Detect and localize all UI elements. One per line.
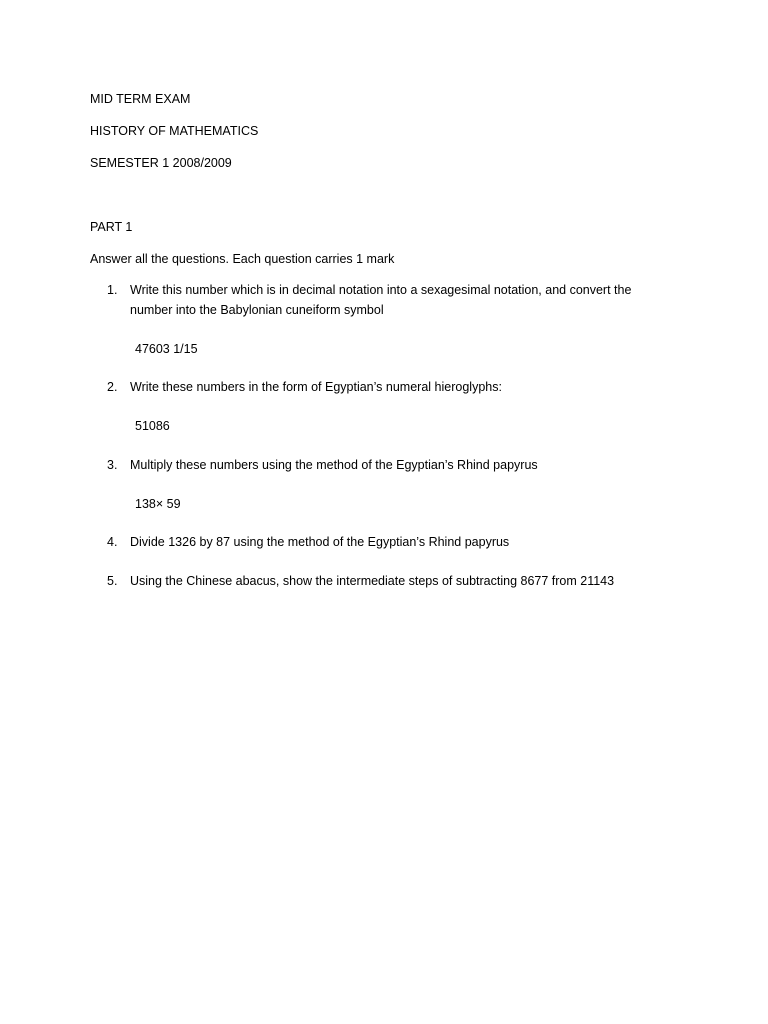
question-value: 138× 59 <box>135 497 181 511</box>
question-text: Write this number which is in decimal notation into a sexagesimal notation, and convert the <box>130 283 632 297</box>
instructions-text: Answer all the questions. Each question carries 1 mark <box>90 252 395 266</box>
exam-title: MID TERM EXAM <box>90 92 191 106</box>
question-text: Divide 1326 by 87 using the method of the Egyptian’s Rhind papyrus <box>130 535 510 549</box>
question-number: 5. <box>107 574 118 588</box>
question-text: Using the Chinese abacus, show the intermediate steps of subtracting 8677 from 21143 <box>130 574 615 588</box>
question-number: 3. <box>107 458 118 472</box>
question-number: 4. <box>107 535 118 549</box>
question-number: 2. <box>107 380 118 394</box>
question-value: 51086 <box>135 419 170 433</box>
question-text: Multiply these numbers using the method of the Egyptian’s Rhind papyrus <box>130 458 538 472</box>
question-text: Write these numbers in the form of Egyptian’s numeral hieroglyphs: <box>130 380 502 394</box>
semester-label: SEMESTER 1 2008/2009 <box>90 156 232 170</box>
part-title: PART 1 <box>90 220 133 234</box>
question-text: number into the Babylonian cuneiform symbol <box>130 303 384 317</box>
question-value: 47603 1/15 <box>135 342 198 356</box>
question-number: 1. <box>107 283 118 297</box>
course-title: HISTORY OF MATHEMATICS <box>90 124 259 138</box>
